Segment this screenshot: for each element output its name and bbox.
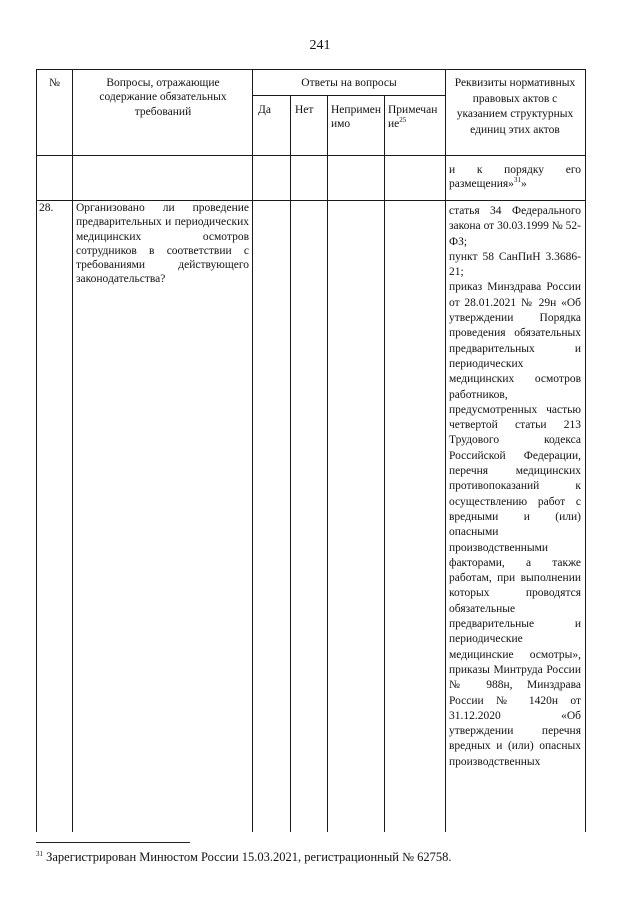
header-bottom-border bbox=[36, 155, 585, 156]
header-questions: Вопросы, отражающие содержание обязательных требований bbox=[99, 77, 227, 118]
footnote-marker: 31 bbox=[36, 850, 43, 858]
col-divider-yes bbox=[290, 95, 291, 832]
row-28-number: 28. bbox=[39, 202, 54, 214]
row-28-requisites: статья 34 Федерального закона от 30.03.1999 № 52-ФЗ; пункт 58 СанПиН 3.3686-21; приказ Минздрава России от 28.01.2021 № 29н «Об утверждении Порядка проведения обязательных предварительных и периодических медицинских осмотров работников, предусмотренных частью четвертой статьи 213 Трудового кодекса Российской Федерации, перечня медицинских противопоказаний к осуществлению работ с вредными и (или) опасными производственными факторами, а также работам, при выполнении которых проводятся обязательные предварительные и периодические медицинские осмотры», приказы Минтруда России № 988н, Минздрава России № 1420н от 31.12.2020 «Об утверждении перечня вредных и (или) опасных производственных bbox=[449, 205, 581, 768]
header-note bbox=[388, 103, 442, 132]
table-top-border bbox=[36, 69, 585, 70]
answers-header-divider bbox=[252, 95, 445, 96]
header-not-applicable: Неприменимо bbox=[331, 104, 382, 131]
col-divider-no bbox=[327, 95, 328, 832]
footnote-rule bbox=[36, 842, 190, 843]
row-28-question: Организовано ли проведение предварительных и периодических медицинских осмотров сотрудников в соответствии с требованиями действующего законодательства? bbox=[76, 202, 249, 286]
header-note-footnote-ref: 25 bbox=[399, 116, 407, 125]
header-answers: Ответы на вопросы bbox=[301, 77, 397, 89]
continuation-text: и к порядку его размещения» bbox=[449, 164, 581, 191]
col-divider-question bbox=[252, 69, 253, 832]
header-note-label: Примечание bbox=[388, 104, 438, 131]
header-no: Нет bbox=[295, 104, 314, 116]
header-requisites: Реквизиты нормативных правовых актов с указанием структурных единиц этих актов bbox=[454, 77, 576, 136]
footnote bbox=[36, 850, 452, 865]
footnote-text: Зарегистрирован Минюстом России 15.03.2021, регистрационный № 62758. bbox=[46, 850, 452, 864]
continuation-requisites bbox=[449, 163, 581, 192]
table-right-border bbox=[585, 69, 586, 832]
table-left-border bbox=[36, 69, 37, 832]
continuation-tail: » bbox=[520, 178, 527, 191]
header-num: № bbox=[49, 77, 60, 89]
page-number: 241 bbox=[309, 38, 331, 53]
header-yes: Да bbox=[258, 104, 271, 116]
continuation-footnote-ref: 31 bbox=[513, 176, 521, 185]
col-divider-num bbox=[72, 69, 73, 832]
col-divider-na bbox=[384, 95, 385, 832]
col-divider-note bbox=[445, 69, 446, 832]
